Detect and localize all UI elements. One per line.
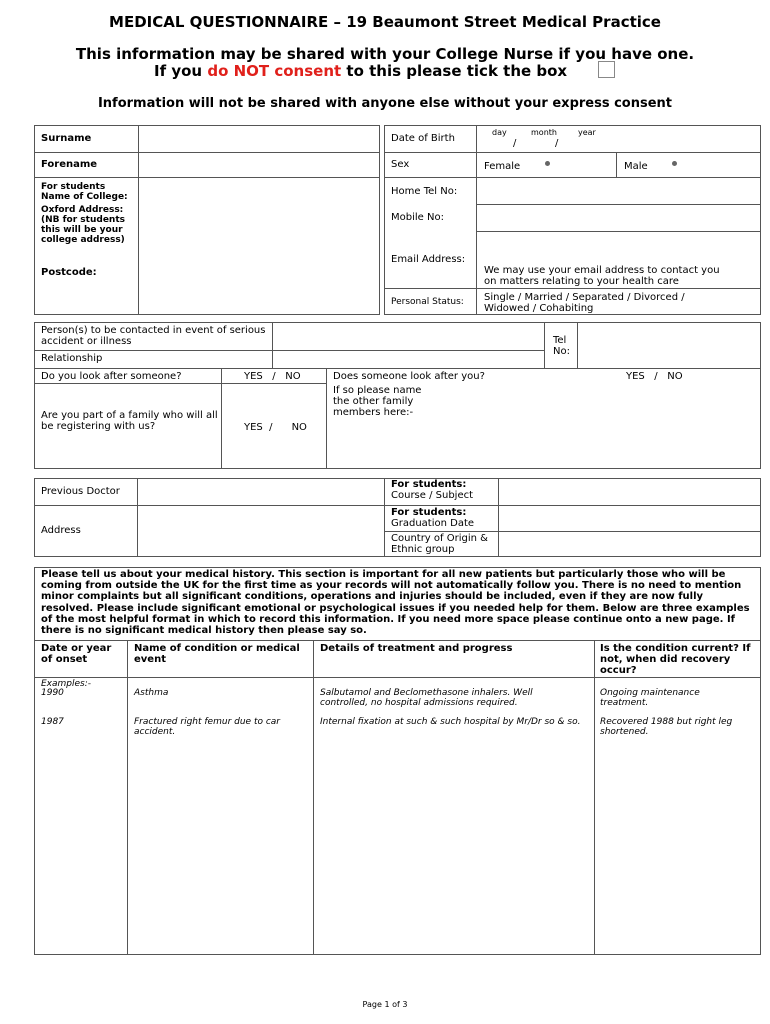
male-label: Male [624, 161, 648, 172]
graduation-label: Graduation Date [391, 518, 475, 529]
row-current: Recovered 1988 but right leg shortened. [600, 717, 733, 737]
row-date: 1987 [41, 717, 64, 727]
doctor-address-field[interactable] [139, 507, 383, 556]
college-label: For students Name of College: [41, 182, 128, 202]
looked-after-label: Does someone look after you? [333, 371, 485, 382]
male-radio[interactable] [672, 161, 677, 166]
postcode-label: Postcode: [41, 267, 97, 278]
email-note: We may use your email address to contact you on matters relating to your health care [484, 265, 720, 287]
page-number: Page 1 of 3 [362, 1000, 408, 1009]
privacy-note: Information will not be shared with anyone else without your express consent [97, 96, 673, 111]
consent-line-2-post: to this please tick the box [341, 62, 568, 80]
emergency-contact-field[interactable] [274, 324, 542, 349]
course-label: Course / Subject [391, 490, 474, 501]
surname-field[interactable] [140, 127, 378, 151]
row-current: Ongoing maintenance treatment. [600, 688, 700, 708]
no-consent-checkbox[interactable] [598, 61, 615, 78]
country-field[interactable] [500, 533, 759, 556]
col-current-header: Is the condition current? If not, when did recovery occur? [600, 643, 751, 676]
country-label: Country of Origin & Ethnic group [391, 533, 488, 555]
mobile-label: Mobile No: [391, 212, 444, 223]
personal-status-options[interactable]: Single / Married / Separated / Divorced / Widowed / Cohabiting [484, 292, 685, 314]
dob-separator-1: / [513, 138, 517, 149]
dob-separator-2: / [555, 138, 559, 149]
look-after-label: Do you look after someone? [41, 371, 182, 382]
oxford-address-label: Oxford Address: (NB for students this will be your college address) [41, 205, 125, 245]
emergency-contact-label: Person(s) to be contacted in event of serious accident or illness [41, 325, 266, 347]
emergency-tel-label: Tel No: [553, 335, 570, 357]
looked-after-yes-no[interactable]: YES / NO [626, 371, 683, 382]
email-label: Email Address: [391, 254, 466, 265]
sex-label: Sex [391, 159, 410, 170]
row-name: Asthma [134, 688, 169, 698]
address-field[interactable] [140, 179, 378, 313]
family-names-field[interactable] [430, 385, 759, 467]
look-after-yes-no[interactable]: YES / NO [244, 371, 301, 382]
consent-line-1: This information may be shared with your College Nurse if you have one. [75, 45, 695, 63]
relationship-field[interactable] [274, 352, 542, 367]
history-entry-area[interactable] [36, 745, 759, 953]
row-details: Salbutamol and Beclomethasone inhalers. Well controlled, no hospital admissions required. [320, 688, 533, 708]
examples-label: Examples:- [41, 679, 92, 689]
surname-label: Surname [41, 133, 92, 144]
consent-line-2-pre: If you [154, 62, 208, 80]
female-label: Female [484, 161, 521, 172]
email-field[interactable] [478, 233, 760, 263]
forename-field[interactable] [140, 154, 378, 176]
graduation-field[interactable] [500, 507, 759, 530]
row-date: 1990 [41, 688, 64, 698]
doctor-address-label: Address [41, 525, 81, 536]
col-date-header: Date or year of onset [41, 643, 112, 665]
personal-status-label: Personal Status: [391, 297, 464, 307]
course-field[interactable] [500, 480, 759, 504]
dob-month-label: month [531, 128, 557, 137]
row-name: Fractured right femur due to car accident. [134, 717, 281, 737]
previous-doctor-label: Previous Doctor [41, 486, 120, 497]
consent-line-2 [154, 62, 567, 80]
history-intro: Please tell us about your medical history. This section is important for all new patients but particularly those who will be coming from outside the UK for the first time as your records will not automatically follow you. There is no need to mention minor complaints but all significant conditions, operations and injuries should be included, even if they are now fully resolved. Please include significant emotional or psychological issues if you needed help for them. Below are three examples of the most helpful format in which to record this information. If you need more space please continue onto a new page. If there is no significant medical history then please say so. [41, 569, 750, 637]
col-name-header: Name of condition or medical event [134, 643, 300, 665]
dob-field[interactable] [478, 127, 760, 151]
female-radio[interactable] [545, 161, 550, 166]
for-students-label-2: For students: [391, 507, 467, 518]
col-details-header: Details of treatment and progress [320, 643, 513, 654]
page-title: MEDICAL QUESTIONNAIRE – 19 Beaumont Street Medical Practice [109, 13, 661, 31]
consent-line-2-red: do NOT consent [207, 62, 342, 80]
home-tel-field[interactable] [478, 179, 760, 203]
relationship-label: Relationship [41, 353, 103, 364]
family-yes-no[interactable]: YES / NO [244, 422, 307, 433]
emergency-tel-field[interactable] [579, 324, 759, 367]
family-label: Are you part of a family who will all be registering with us? [41, 410, 218, 432]
row-details: Internal fixation at such & such hospital by Mr/Dr so & so. [320, 717, 581, 727]
dob-label: Date of Birth [391, 133, 455, 144]
dob-day-label: day [492, 128, 507, 137]
previous-doctor-field[interactable] [139, 480, 383, 504]
family-names-label: If so please name the other family members here:- [333, 385, 422, 418]
home-tel-label: Home Tel No: [391, 186, 458, 197]
dob-year-label: year [578, 128, 596, 137]
mobile-field[interactable] [478, 206, 760, 230]
for-students-label-1: For students: [391, 479, 467, 490]
forename-label: Forename [41, 159, 98, 170]
